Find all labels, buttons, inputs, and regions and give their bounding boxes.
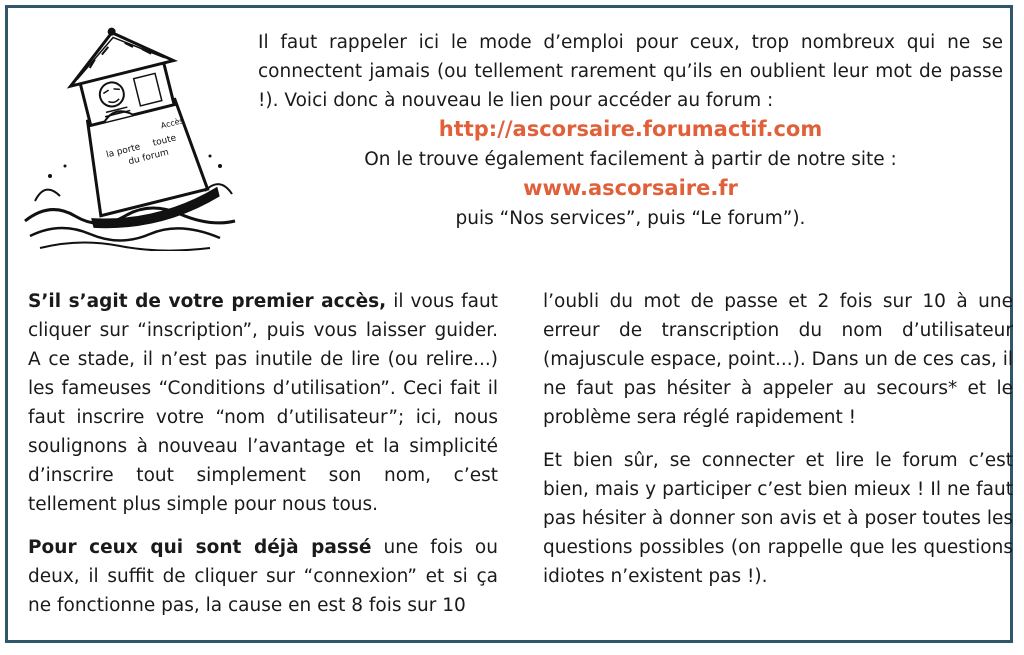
sign-text-2: la porte [105, 142, 142, 161]
left-column [28, 287, 498, 634]
article-frame [5, 5, 1013, 643]
returning-text: une fois ou deux, il suffit de cliquer sur “connexion” et si ça ne fonctionne pas, la cause en est 8 fois sur 10 [28, 537, 498, 616]
right-paragraph-2: Et bien sûr, se connecter et lire le forum c’est bien, mais y participer c’est bien mieux ! Il ne faut pas hésiter à donner son avis et à poser toutes les questions possibles (on rappelle que les questions idiotes n’existent pas !). [543, 450, 1013, 587]
sign-text-3: toute [151, 133, 178, 149]
sign-text-1: Accès [159, 116, 185, 131]
returning-heading: Pour ceux qui sont déjà passé [28, 537, 372, 558]
forum-link[interactable]: http://ascorsaire.forumactif.com [438, 117, 823, 141]
sign-text-4: du forum [127, 147, 170, 168]
site-link-line [258, 174, 1003, 204]
right-column [543, 287, 1013, 605]
intro-paragraph: Il faut rappeler ici le mode d’emploi pour ceux, trop nombreux qui ne se connectent jamais (ou tellement rarement qu’ils en oublient leur mot de passe !). Voici donc à nouveau le lien pour accéder au forum : [258, 32, 1003, 111]
intro-block [258, 28, 1003, 233]
first-access-text: il vous faut cliquer sur “inscription”, puis vous laisser guider. A ce stade, il n’est pas inutile de lire (ou relire...) les fameuses “Conditions d’utilisation”. Ceci fait il faut inscrire votre “nom d’utilisateur”; ici, nous soulignons à nouveau l’avantage et la simplicité d’inscrire tout simplement son nom, c’est tellement plus simple pour nous tous. [28, 291, 498, 515]
path-text: puis “Nos services”, puis “Le forum”). [455, 208, 806, 229]
first-access-heading: S’il s’agit de votre premier accès, [28, 291, 387, 312]
sketch-illustration [20, 16, 242, 251]
right-paragraph-1: l’oubli du mot de passe et 2 fois sur 10 à une erreur de transcription du nom d’utilisateur (majuscule espace, point...). Dans un de ces cas, il ne faut pas hésiter à appeler au secours* et le problème sera réglé rapidement ! [543, 291, 1014, 428]
forum-link-line [258, 115, 1003, 145]
left-paragraph-2 [28, 533, 498, 620]
left-paragraph-1 [28, 287, 498, 519]
site-link[interactable]: www.ascorsaire.fr [523, 176, 738, 200]
site-text: On le trouve également facilement à partir de notre site : [364, 149, 897, 170]
